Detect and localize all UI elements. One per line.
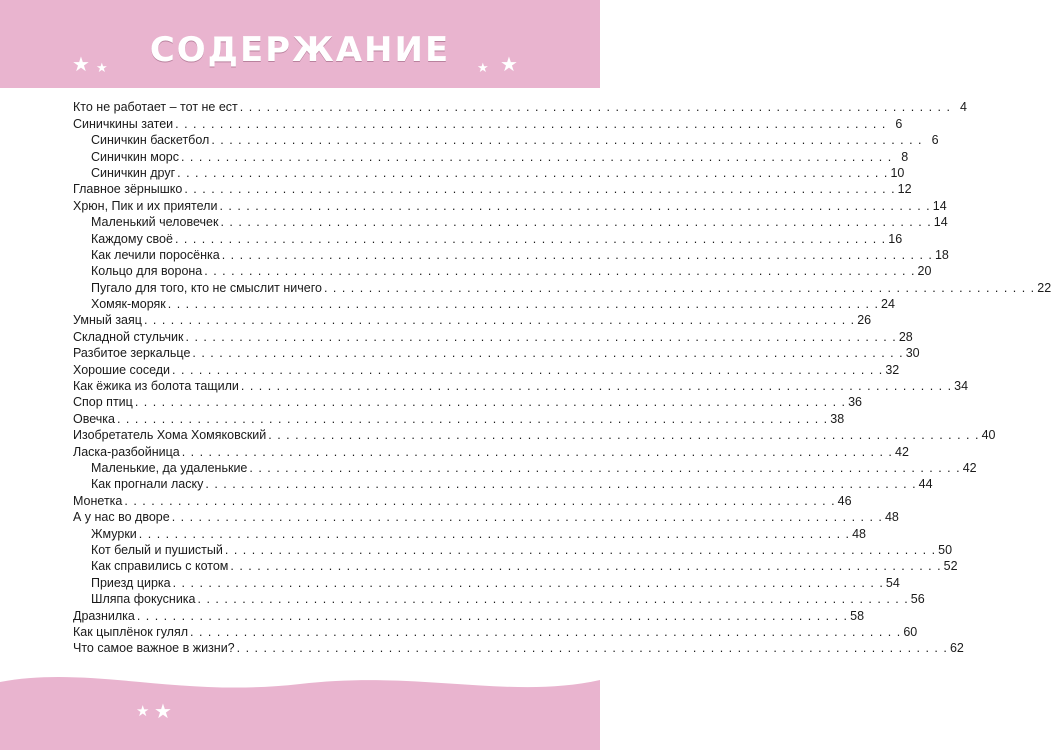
- toc-entry: [73, 623, 918, 639]
- star-icon: [136, 702, 149, 720]
- page-title: СОДЕРЖАНИЕ: [149, 30, 451, 70]
- toc-entry: [73, 311, 872, 328]
- toc-entry-page: 30: [905, 346, 920, 361]
- dot-leader: . . . . . . . . . . . . . . . . . . . . . . . . . . . . . . . . . . . . . . . . . . . . . . . . . . . . . . . . . . . . . . . . . . . . . . . . . . . . . . . .: [236, 641, 948, 656]
- dot-leader: . . . . . . . . . . . . . . . . . . . . . . . . . . . . . . . . . . . . . . . . . . . . . . . . . . . . . . . . . . . . . . . . . . . . . . . . . . . . . . . .: [239, 100, 951, 115]
- dot-leader: . . . . . . . . . . . . . . . . . . . . . . . . . . . . . . . . . . . . . . . . . . . . . . . . . . . . . . . . . . . . . . . . . . . . . . . . . . . . . . . .: [323, 280, 1036, 295]
- toc-entry-page: 16: [888, 231, 903, 246]
- toc-entry-page: 56: [910, 592, 925, 607]
- toc-entry-title: Шляпа фокусника: [91, 592, 196, 607]
- table-of-contents: [73, 98, 1051, 656]
- star-icon: ★: [72, 54, 90, 76]
- dot-leader: . . . . . . . . . . . . . . . . . . . . . . . . . . . . . . . . . . . . . . . . . . . . . . . . . . . . . . . . . . . . . . . . . . . . . . . . . . . . . . . .: [124, 493, 836, 508]
- dot-leader: . . . . . . . . . . . . . . . . . . . . . . . . . . . . . . . . . . . . . . . . . . . . . . . . . . . . . . . . . . . . . . . . . . . . . . . . . . . . . . . .: [185, 329, 897, 344]
- toc-entry-page: 32: [885, 362, 900, 377]
- toc-entry: [73, 557, 958, 574]
- toc-entry-title: Кольцо для ворона: [91, 264, 203, 279]
- toc-entry-title: Кот белый и пушистый: [91, 542, 223, 557]
- toc-entry-page: 22: [1037, 280, 1051, 295]
- toc-entry-page: 46: [837, 493, 852, 508]
- toc-entry-page: 48: [884, 510, 899, 525]
- toc-entry-title: Маленький человечек: [91, 215, 219, 230]
- toc-entry-title: Кто не работает – тот не ест: [73, 100, 238, 115]
- toc-entry-page: 42: [895, 444, 909, 459]
- toc-entry-page: 6: [895, 116, 903, 131]
- dot-leader: . . . . . . . . . . . . . . . . . . . . . . . . . . . . . . . . . . . . . . . . . . . . . . . . . . . . . . . . . . . . . . . . . . . . . . . . . . . . . . . .: [172, 362, 884, 377]
- dot-leader: . . . . . . . . . . . . . . . . . . . . . . . . . . . . . . . . . . . . . . . . . . . . . . . . . . . . . . . . . . . . . . . . . . . . . . . . . . . . . . . .: [249, 460, 961, 475]
- toc-entry: [73, 246, 949, 262]
- dot-leader: . . . . . . . . . . . . . . . . . . . . . . . . . . . . . . . . . . . . . . . . . . . . . . . . . . . . . . . . . . . . . . . . . . . . . . . . . . . . . . . .: [268, 428, 980, 443]
- toc-entry: [73, 426, 996, 443]
- toc-entry-page: 52: [943, 559, 958, 574]
- toc-entry: [73, 442, 909, 459]
- dot-leader: . . . . . . . . . . . . . . . . . . . . . . . . . . . . . . . . . . . . . . . . . . . . . . . . . . . . . . . . . . . . . . . . . . . . . . . . . . . . . . . .: [138, 526, 850, 541]
- toc-entry-title: Каждому своё: [91, 231, 173, 246]
- dot-leader: . . . . . . . . . . . . . . . . . . . . . . . . . . . . . . . . . . . . . . . . . . . . . . . . . . . . . . . . . . . . . . . . . . . . . . . . . . . . . . . .: [192, 346, 904, 361]
- toc-entry-page: 20: [917, 264, 932, 279]
- toc-entry-page: 18: [934, 247, 949, 262]
- toc-entry: [73, 360, 900, 377]
- toc-entry: [73, 180, 912, 197]
- toc-entry-title: Как цыплёнок гулял: [73, 624, 189, 639]
- dot-leader: . . . . . . . . . . . . . . . . . . . . . . . . . . . . . . . . . . . . . . . . . . . . . . . . . . . . . . . . . . . . . . . . . . . . . . . . . . . . . . . .: [116, 411, 829, 426]
- dot-leader: . . . . . . . . . . . . . . . . . . . . . . . . . . . . . . . . . . . . . . . . . . . . . . . . . . . . . . . . . . . . . . . . . . . . . . . . . . . . . . . .: [219, 198, 931, 213]
- dot-leader: . . . . . . . . . . . . . . . . . . . . . . . . . . . . . . . . . . . . . . . . . . . . . . . . . . . . . . . . . . . . . . . . . . . . . . . . . . . . . . . .: [174, 231, 887, 246]
- dot-leader: . . . . . . . . . . . . . . . . . . . . . . . . . . . . . . . . . . . . . . . . . . . . . . . . . . . . . . . . . . . . . . . . . . . . . . . . . . . . . . . .: [211, 133, 923, 148]
- star-icon: ★: [96, 60, 108, 75]
- dot-leader: . . . . . . . . . . . . . . . . . . . . . . . . . . . . . . . . . . . . . . . . . . . . . . . . . . . . . . . . . . . . . . . . . . . . . . . . . . . . . . . .: [204, 264, 916, 279]
- toc-entry: [73, 278, 1051, 295]
- toc-entry: [73, 164, 905, 180]
- toc-entry-title: Главное зёрнышко: [73, 182, 183, 197]
- toc-entry-title: Хомяк-моряк: [91, 297, 166, 312]
- toc-entry-title: Умный заяц: [73, 313, 142, 328]
- toc-entry: [73, 213, 948, 230]
- dot-leader: . . . . . . . . . . . . . . . . . . . . . . . . . . . . . . . . . . . . . . . . . . . . . . . . . . . . . . . . . . . . . . . . . . . . . . . . . . . . . . . .: [240, 379, 953, 394]
- toc-entry: [73, 114, 903, 131]
- toc-entry: [73, 573, 900, 590]
- dot-leader: . . . . . . . . . . . . . . . . . . . . . . . . . . . . . . . . . . . . . . . . . . . . . . . . . . . . . . . . . . . . . . . . . . . . . . . . . . . . . . . .: [134, 395, 847, 410]
- toc-entry: [73, 459, 977, 475]
- toc-entry-page: 10: [890, 165, 905, 180]
- toc-entry-title: Приезд цирка: [91, 575, 171, 590]
- toc-entry-page: 58: [850, 608, 865, 623]
- toc-entry-page: 6: [931, 133, 939, 148]
- toc-entry: [73, 147, 909, 164]
- dot-leader: . . . . . . . . . . . . . . . . . . . . . . . . . . . . . . . . . . . . . . . . . . . . . . . . . . . . . . . . . . . . . . . . . . . . . . . . . . . . . . . .: [220, 215, 932, 230]
- star-icon: [154, 699, 172, 723]
- toc-entry: [73, 393, 863, 410]
- toc-entry-page: 12: [897, 182, 912, 197]
- toc-entry-page: 14: [933, 215, 948, 230]
- toc-entry-title: Ласка-разбойница: [73, 444, 180, 459]
- toc-entry-title: Дразнилка: [73, 608, 135, 623]
- dot-leader: . . . . . . . . . . . . . . . . . . . . . . . . . . . . . . . . . . . . . . . . . . . . . . . . . . . . . . . . . . . . . . . . . . . . . . . . . . . . . . . .: [230, 559, 942, 574]
- toc-entry-title: Как справились с котом: [91, 559, 229, 574]
- toc-entry-page: 54: [885, 575, 900, 590]
- dot-leader: . . . . . . . . . . . . . . . . . . . . . . . . . . . . . . . . . . . . . . . . . . . . . . . . . . . . . . . . . . . . . . . . . . . . . . . . . . . . . . . .: [205, 477, 917, 492]
- toc-entry-page: 42: [962, 460, 977, 475]
- toc-entry-page: 4: [960, 100, 967, 115]
- dot-leader: . . . . . . . . . . . . . . . . . . . . . . . . . . . . . . . . . . . . . . . . . . . . . . . . . . . . . . . . . . . . . . . . . . . . . . . . . . . . . . . .: [180, 149, 893, 164]
- toc-entry-page: 50: [938, 542, 953, 557]
- dot-leader: . . . . . . . . . . . . . . . . . . . . . . . . . . . . . . . . . . . . . . . . . . . . . . . . . . . . . . . . . . . . . . . . . . . . . . . . . . . . . . . .: [177, 165, 889, 180]
- toc-entry: [73, 229, 903, 246]
- toc-entry-title: Как ёжика из болота тащили: [73, 379, 239, 394]
- toc-entry-page: 48: [852, 526, 866, 541]
- toc-entry-title: Хрюн, Пик и их приятели: [73, 198, 218, 213]
- toc-entry-title: Как лечили поросёнка: [91, 247, 220, 262]
- toc-entry: [73, 377, 969, 394]
- star-icon: ★: [477, 60, 489, 75]
- toc-entry-page: 60: [903, 624, 918, 639]
- toc-entry-title: Жмурки: [91, 526, 137, 541]
- toc-entry-page: 38: [830, 411, 845, 426]
- toc-entry-title: Складной стульчик: [73, 329, 184, 344]
- toc-entry-page: 28: [898, 329, 913, 344]
- svg-text:★: ★: [154, 699, 172, 723]
- dot-leader: . . . . . . . . . . . . . . . . . . . . . . . . . . . . . . . . . . . . . . . . . . . . . . . . . . . . . . . . . . . . . . . . . . . . . . . . . . . . . . . .: [167, 297, 879, 312]
- toc-entry-title: А у нас во дворе: [73, 510, 170, 525]
- toc-entry-title: Синичкин морс: [91, 149, 179, 164]
- toc-entry-page: 62: [949, 641, 964, 656]
- toc-entry-title: Маленькие, да удаленькие: [91, 460, 248, 475]
- toc-entry: [73, 606, 865, 623]
- dot-leader: . . . . . . . . . . . . . . . . . . . . . . . . . . . . . . . . . . . . . . . . . . . . . . . . . . . . . . . . . . . . . . . . . . . . . . . . . . . . . . . .: [181, 444, 893, 459]
- dot-leader: . . . . . . . . . . . . . . . . . . . . . . . . . . . . . . . . . . . . . . . . . . . . . . . . . . . . . . . . . . . . . . . . . . . . . . . . . . . . . . . .: [190, 624, 902, 639]
- toc-entry-title: Пугало для того, кто не смыслит ничего: [91, 280, 322, 295]
- toc-entry: [73, 295, 895, 312]
- toc-entry: [73, 131, 939, 148]
- toc-entry: [73, 541, 953, 557]
- footer-wave: [0, 660, 600, 750]
- toc-entry-title: Как прогнали ласку: [91, 477, 204, 492]
- dot-leader: . . . . . . . . . . . . . . . . . . . . . . . . . . . . . . . . . . . . . . . . . . . . . . . . . . . . . . . . . . . . . . . . . . . . . . . . . . . . . . . .: [143, 313, 856, 328]
- toc-entry: [73, 524, 866, 541]
- dot-leader: . . . . . . . . . . . . . . . . . . . . . . . . . . . . . . . . . . . . . . . . . . . . . . . . . . . . . . . . . . . . . . . . . . . . . . . . . . . . . . . .: [172, 575, 884, 590]
- toc-entry: [73, 327, 913, 344]
- toc-entry: [73, 639, 964, 656]
- toc-entry-page: 44: [918, 477, 933, 492]
- toc-entry: [73, 508, 899, 525]
- star-icon: ★: [500, 54, 518, 76]
- toc-entry: [73, 344, 920, 361]
- toc-entry-title: Изобретатель Хома Хомяковский: [73, 428, 267, 443]
- toc-entry: [73, 409, 845, 426]
- toc-entry-title: Разбитое зеркальце: [73, 346, 191, 361]
- toc-entry: [73, 262, 932, 279]
- toc-entry-page: 8: [901, 149, 909, 164]
- dot-leader: . . . . . . . . . . . . . . . . . . . . . . . . . . . . . . . . . . . . . . . . . . . . . . . . . . . . . . . . . . . . . . . . . . . . . . . . . . . . . . . .: [224, 542, 937, 557]
- dot-leader: . . . . . . . . . . . . . . . . . . . . . . . . . . . . . . . . . . . . . . . . . . . . . . . . . . . . . . . . . . . . . . . . . . . . . . . . . . . . . . . .: [136, 608, 849, 623]
- toc-entry: [73, 196, 947, 213]
- toc-entry-page: 34: [954, 379, 969, 394]
- toc-entry-title: Овечка: [73, 411, 115, 426]
- toc-entry-title: Синичкины затеи: [73, 116, 174, 131]
- toc-entry-title: Хорошие соседи: [73, 362, 171, 377]
- toc-entry-title: Синичкин друг: [91, 165, 176, 180]
- toc-entry-title: Спор птиц: [73, 395, 133, 410]
- toc-entry: [73, 475, 933, 492]
- toc-entry-title: Синичкин баскетбол: [91, 133, 210, 148]
- toc-entry-page: 26: [857, 313, 872, 328]
- toc-entry-page: 24: [881, 297, 895, 312]
- toc-entry: [73, 590, 925, 607]
- dot-leader: . . . . . . . . . . . . . . . . . . . . . . . . . . . . . . . . . . . . . . . . . . . . . . . . . . . . . . . . . . . . . . . . . . . . . . . . . . . . . . . .: [197, 592, 909, 607]
- dot-leader: . . . . . . . . . . . . . . . . . . . . . . . . . . . . . . . . . . . . . . . . . . . . . . . . . . . . . . . . . . . . . . . . . . . . . . . . . . . . . . . .: [221, 247, 933, 262]
- toc-entry: [73, 491, 852, 508]
- dot-leader: . . . . . . . . . . . . . . . . . . . . . . . . . . . . . . . . . . . . . . . . . . . . . . . . . . . . . . . . . . . . . . . . . . . . . . . . . . . . . . . .: [184, 182, 896, 197]
- toc-entry-title: Что самое важное в жизни?: [73, 641, 235, 656]
- toc-entry-page: 40: [981, 428, 996, 443]
- svg-text:★: ★: [136, 702, 150, 720]
- toc-entry-page: 14: [932, 198, 947, 213]
- toc-entry-title: Монетка: [73, 493, 123, 508]
- toc-entry-page: 36: [848, 395, 863, 410]
- dot-leader: . . . . . . . . . . . . . . . . . . . . . . . . . . . . . . . . . . . . . . . . . . . . . . . . . . . . . . . . . . . . . . . . . . . . . . . . . . . . . . . .: [175, 116, 887, 131]
- toc-entry: [73, 98, 967, 115]
- dot-leader: . . . . . . . . . . . . . . . . . . . . . . . . . . . . . . . . . . . . . . . . . . . . . . . . . . . . . . . . . . . . . . . . . . . . . . . . . . . . . . . .: [171, 510, 883, 525]
